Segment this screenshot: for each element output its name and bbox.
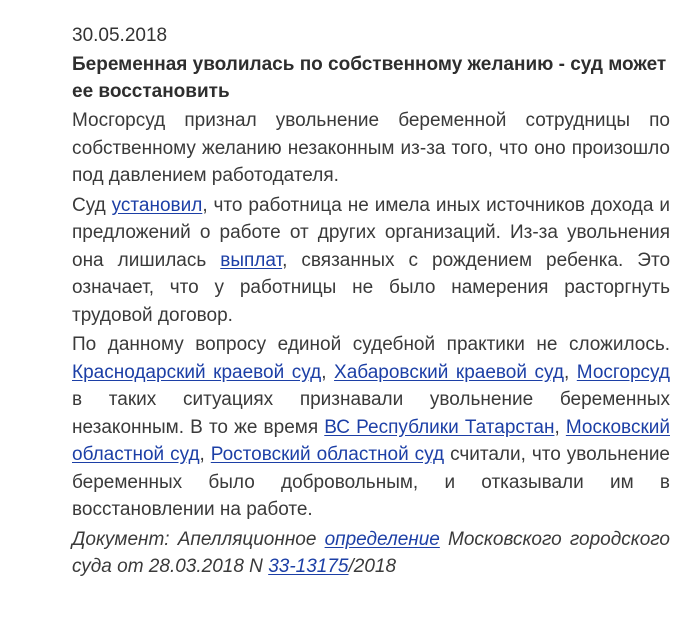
link-opredelenie[interactable]: определение <box>324 528 440 550</box>
text-fragment: , <box>554 416 566 438</box>
article-headline: Беременная уволилась по собственному желанию - суд может ее восстановить <box>72 54 667 102</box>
link-khabarovsk-court[interactable]: Хабаровский краевой суд <box>334 361 564 383</box>
paragraph-court-findings <box>72 192 670 330</box>
text-fragment: , связанных с рождением ребенка. Это означает, что у работницы не было намерения расторгнуть трудовой договор. <box>72 249 671 326</box>
link-mosgorsud[interactable]: Мосгорсуд <box>576 361 671 383</box>
text-fragment: , <box>321 361 335 383</box>
text-fragment: , <box>199 444 211 465</box>
text-fragment: , <box>563 361 577 383</box>
text-fragment: /2018 <box>348 556 397 577</box>
text-fragment: , что работница не имела иных источников дохода и предложений о работе от других организаций. Из-за увольнения она лишилась <box>72 194 670 271</box>
text-fragment: По данному вопросу единой судебной практики не сложилось. <box>72 334 670 355</box>
article-date: 30.05.2018 <box>72 25 168 46</box>
link-vyplat[interactable]: выплат <box>220 249 283 271</box>
text-fragment: Документ: Апелляционное <box>72 528 325 550</box>
link-ustanovil[interactable]: установил <box>111 194 203 216</box>
paragraph-court-practice <box>72 331 670 524</box>
link-rostov-regional-court[interactable]: Ростовский областной суд <box>210 444 445 465</box>
link-vs-tatarstan[interactable]: ВС Республики Татарстан <box>324 416 555 438</box>
link-moscow-regional-court[interactable]: Московский областной суд <box>72 416 670 465</box>
paragraph-intro: Мосгорсуд признал увольнение беременной сотрудницы по собственному желанию незаконным из-за того, что оно произошло под давлением работодателя. <box>72 110 670 186</box>
text-fragment: в таких ситуациях признавали увольнение беременных незаконным. В то же время <box>72 389 670 438</box>
document-reference <box>72 526 670 581</box>
link-krasnodar-court[interactable]: Краснодарский краевой суд <box>72 361 322 383</box>
text-fragment: считали, что увольнение беременных было добровольным, и отказывали им в восстановлении на работе. <box>72 444 670 520</box>
link-case-number[interactable]: 33-13175 <box>268 556 349 577</box>
text-fragment: Московского городского суда от 28.03.2018 N <box>72 528 670 577</box>
text-fragment: Суд <box>72 194 112 216</box>
